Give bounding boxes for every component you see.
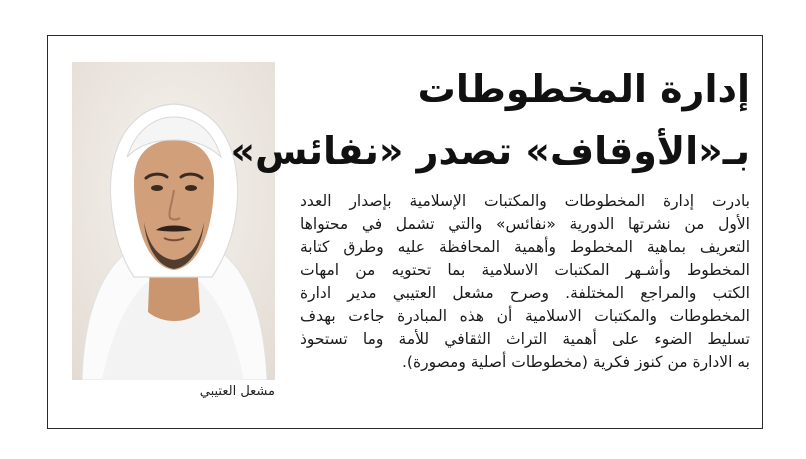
headline-line-1: إدارة المخطوطات <box>417 67 750 111</box>
body-line: الأول من نشرتها الدورية «نفائس» والتي تشمل في محتواها <box>300 215 750 233</box>
portrait-illustration <box>72 62 275 380</box>
body-line: الكتب والمراجع المختلفة. وصرح مشعل العتيبي مدير ادارة <box>300 284 750 302</box>
photo-caption: مشعل العتيبي <box>199 384 275 399</box>
body-line: المخطوط وأشـهر المكتبات الاسلامية بما تحتويه من امهات <box>300 261 750 279</box>
portrait-photo <box>72 62 275 380</box>
body-line: بادرت إدارة المخطوطات والمكتبات الإسلامية بإصدار العدد <box>300 192 750 210</box>
headline-line-2: بـ«الأوقاف» تصدر «نفائس» <box>230 129 750 173</box>
body-line: تسليط الضوء على أهمية التراث الثقافي للأمة وما تستحوذ <box>300 330 750 348</box>
body-line: التعريف بماهية المخطوط وأهمية المحافظة عليه وطرق كتابة <box>300 238 750 256</box>
body-line: به الادارة من كنوز فكرية (مخطوطات أصلية ومصورة). <box>401 353 750 371</box>
article-body <box>300 190 750 374</box>
body-line: المخطوطات والمكتبات الاسلامية أن هذه المبادرة جاءت بهدف <box>300 307 750 325</box>
